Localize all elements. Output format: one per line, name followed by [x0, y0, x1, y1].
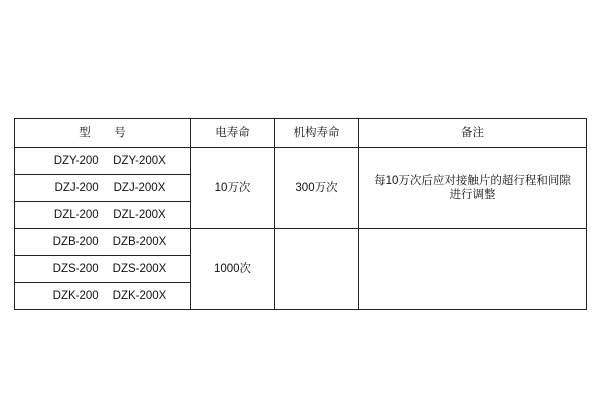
table-header-row [15, 119, 587, 148]
model-code-primary: DZS-200 [52, 262, 99, 275]
model-code-primary: DZY-200 [53, 154, 99, 167]
spec-table [14, 118, 587, 310]
header-mechanical-life: 机构寿命 [275, 119, 359, 148]
header-electrical-life: 电寿命 [191, 119, 275, 148]
cell-model [15, 202, 191, 229]
model-code-variant: DZL-200X [113, 208, 166, 221]
header-model: 型 号 [15, 119, 191, 148]
cell-electrical-life-group1: 10万次 [191, 148, 275, 229]
cell-model [15, 229, 191, 256]
model-code-variant: DZJ-200X [113, 181, 166, 194]
model-code-primary: DZK-200 [52, 289, 99, 302]
remarks-line-1: 每10万次后应对接触片的超行程和间隙 [374, 174, 571, 187]
model-code-variant: DZY-200X [113, 154, 166, 167]
spec-table-container [14, 118, 586, 310]
cell-remarks-group2 [359, 229, 587, 310]
cell-mechanical-life-group2 [275, 229, 359, 310]
table-row [15, 148, 587, 175]
header-remarks: 备注 [359, 119, 587, 148]
cell-model [15, 148, 191, 175]
model-code-primary: DZL-200 [53, 208, 99, 221]
model-code-primary: DZB-200 [52, 235, 99, 248]
model-code-variant: DZS-200X [112, 262, 167, 275]
table-row [15, 229, 587, 256]
model-code-variant: DZK-200X [112, 289, 167, 302]
model-code-primary: DZJ-200 [54, 181, 99, 194]
cell-model [15, 283, 191, 310]
cell-remarks-group1 [359, 148, 587, 229]
cell-electrical-life-group2: 1000次 [191, 229, 275, 310]
model-code-variant: DZB-200X [112, 235, 167, 248]
remarks-line-2: 进行调整 [449, 189, 496, 201]
cell-mechanical-life-group1: 300万次 [275, 148, 359, 229]
cell-model [15, 256, 191, 283]
cell-model [15, 175, 191, 202]
